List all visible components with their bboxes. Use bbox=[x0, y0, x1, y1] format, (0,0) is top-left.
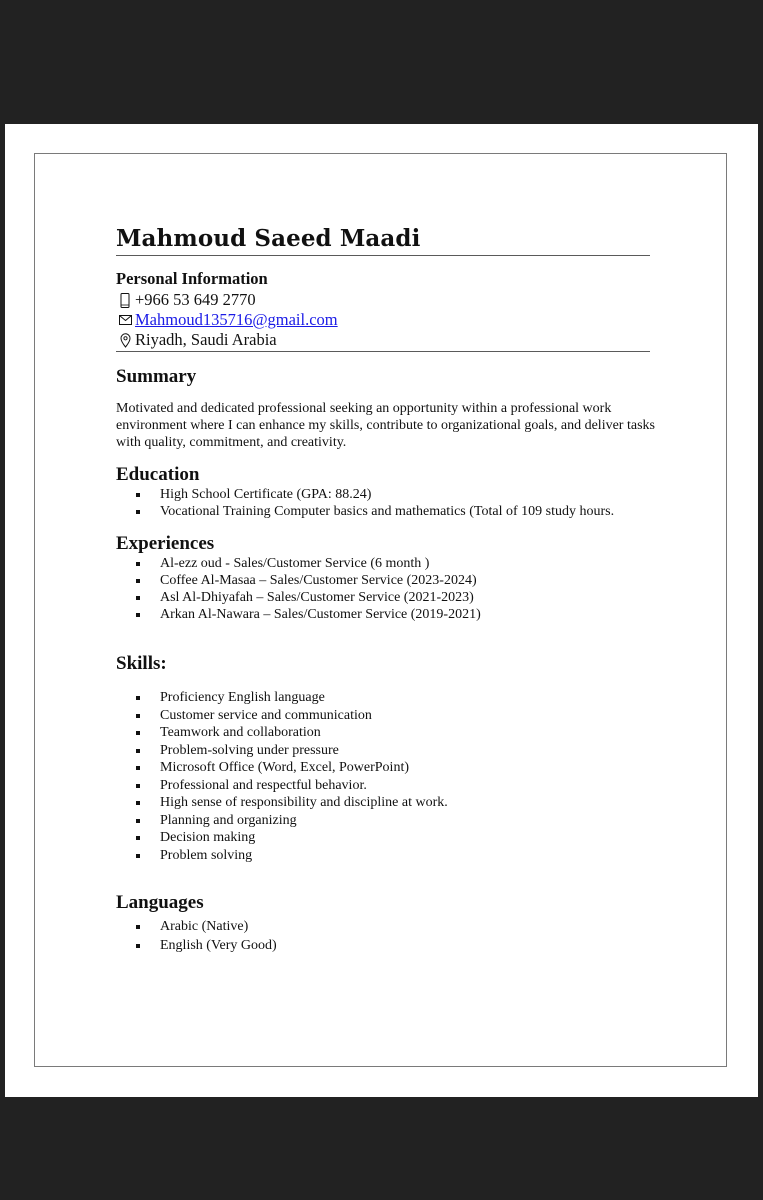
list-item: Customer service and communication bbox=[136, 707, 448, 725]
contact-divider bbox=[116, 351, 650, 352]
name-divider bbox=[116, 255, 650, 256]
list-item: Problem solving bbox=[136, 847, 448, 865]
education-list bbox=[136, 486, 614, 520]
email-link[interactable]: Mahmoud135716@gmail.com bbox=[135, 310, 338, 329]
list-item: Microsoft Office (Word, Excel, PowerPoint) bbox=[136, 759, 448, 777]
skills-heading: Skills: bbox=[116, 653, 167, 674]
skills-list bbox=[136, 689, 448, 864]
list-item: Coffee Al-Masaa – Sales/Customer Service (2023-2024) bbox=[136, 572, 481, 589]
list-item: Vocational Training Computer basics and mathematics (Total of 109 study hours. bbox=[136, 503, 614, 520]
list-item: Asl Al-Dhiyafah – Sales/Customer Service (2021-2023) bbox=[136, 589, 481, 606]
list-item: Al-ezz oud - Sales/Customer Service (6 month ) bbox=[136, 555, 481, 572]
resume-page bbox=[5, 124, 758, 1097]
list-item: Problem-solving under pressure bbox=[136, 742, 448, 760]
languages-heading: Languages bbox=[116, 892, 204, 913]
languages-list bbox=[136, 917, 277, 955]
envelope-icon bbox=[118, 312, 132, 328]
email-line bbox=[118, 310, 338, 330]
list-item: Arabic (Native) bbox=[136, 917, 277, 936]
mobile-phone-icon bbox=[118, 292, 132, 308]
list-item: Teamwork and collaboration bbox=[136, 724, 448, 742]
list-item: Professional and respectful behavior. bbox=[136, 777, 448, 795]
list-item: English (Very Good) bbox=[136, 936, 277, 955]
location-line bbox=[118, 330, 277, 350]
list-item: Proficiency English language bbox=[136, 689, 448, 707]
list-item: Decision making bbox=[136, 829, 448, 847]
personal-info-heading: Personal Information bbox=[116, 269, 268, 288]
phone-number: +966 53 649 2770 bbox=[135, 290, 256, 309]
summary-text: Motivated and dedicated professional seeking an opportunity within a professional work environment where I can enhance my skills, contribute to organizational goals, and deliver tasks with quality, commitment, and creativity. bbox=[116, 401, 655, 450]
list-item: Planning and organizing bbox=[136, 812, 448, 830]
phone-line bbox=[118, 290, 256, 310]
list-item: Arkan Al-Nawara – Sales/Customer Service (2019-2021) bbox=[136, 606, 481, 623]
list-item: High School Certificate (GPA: 88.24) bbox=[136, 486, 614, 503]
candidate-name: Mahmoud Saeed Maadi bbox=[116, 225, 421, 252]
experiences-list bbox=[136, 555, 481, 623]
summary-heading: Summary bbox=[116, 366, 197, 387]
location-text: Riyadh, Saudi Arabia bbox=[135, 330, 277, 349]
list-item: High sense of responsibility and discipline at work. bbox=[136, 794, 448, 812]
education-heading: Education bbox=[116, 464, 200, 485]
map-pin-icon bbox=[118, 332, 132, 348]
experiences-heading: Experiences bbox=[116, 533, 215, 554]
